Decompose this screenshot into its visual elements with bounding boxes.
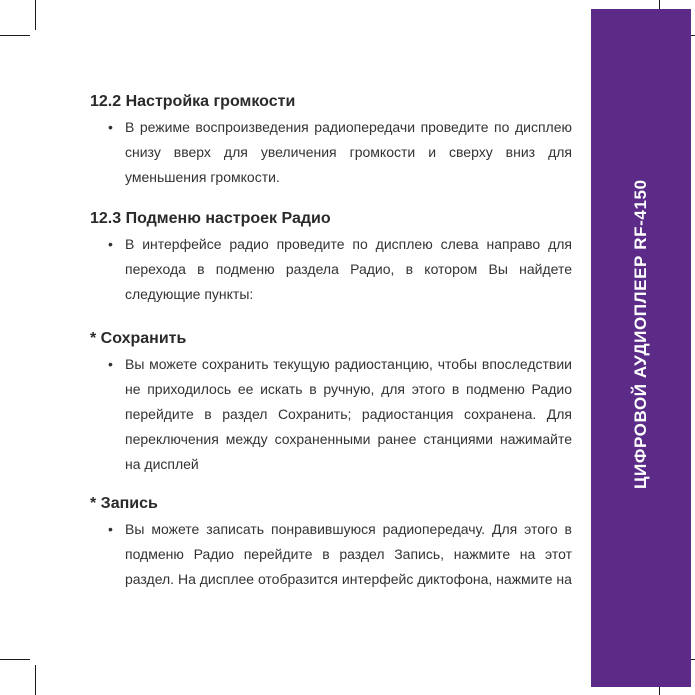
sidebar-band — [591, 9, 691, 687]
sidebar-title: ЦИФРОВОЙ АУДИОПЛЕЕР RF-4150 — [631, 179, 650, 489]
section-heading-volume: 12.2 Настройка громкости — [90, 93, 296, 110]
section-heading-record: * Запись — [90, 495, 158, 512]
section-heading-save: * Сохранить — [90, 330, 187, 347]
paragraph-record: Вы можете записать понравившуюся радиопередачу. Для этого в подменю Радио перейдите в раздел Запись, нажмите на этот раздел. На дисплее отобразится интерфейс диктофона, нажмите на — [125, 521, 572, 587]
paragraph-save: Вы можете сохранить текущую радиостанцию, чтобы впоследствии не приходилось ее искать в ручную, для этого в подменю Радио перейдите в раздел Сохранить; радиостанция сохранена. Для переключения между сохраненными ранее станциями нажимайте на дисплей — [125, 356, 572, 472]
section-heading-radio-menu: 12.3 Подменю настроек Радио — [90, 210, 331, 227]
paragraph-volume: В режиме воспроизведения радиопередачи проведите по дисплею снизу вверх для увеличения громкости и сверху вниз для уменьшения громкости. — [125, 119, 572, 185]
list-item-record: • Вы можете записать понравившуюся радиопередачу. Для этого в подменю Радио перейдите в раздел Запись, нажмите на этот раздел. На дисплее отобразится интерфейс диктофона, нажмите на — [108, 517, 572, 592]
list-item-volume: • В режиме воспроизведения радиопередачи проведите по дисплею снизу вверх для увеличения громкости и сверху вниз для уменьшения громкости. — [108, 115, 572, 190]
list-item-radio-menu: • В интерфейсе радио проведите по дисплею слева направо для перехода в подменю раздела Радио, в котором Вы найдете следующие пункты: — [108, 232, 572, 307]
list-item-save: • Вы можете сохранить текущую радиостанцию, чтобы впоследствии не приходилось ее искать в ручную, для этого в подменю Радио перейдите в раздел Сохранить; радиостанция сохранена. Для переключения между сохраненными ранее станциями нажимайте на дисплей — [108, 352, 572, 477]
paragraph-radio-menu: В интерфейсе радио проведите по дисплею слева направо для перехода в подменю раздела Радио, в котором Вы найдете следующие пункты: — [125, 236, 572, 302]
